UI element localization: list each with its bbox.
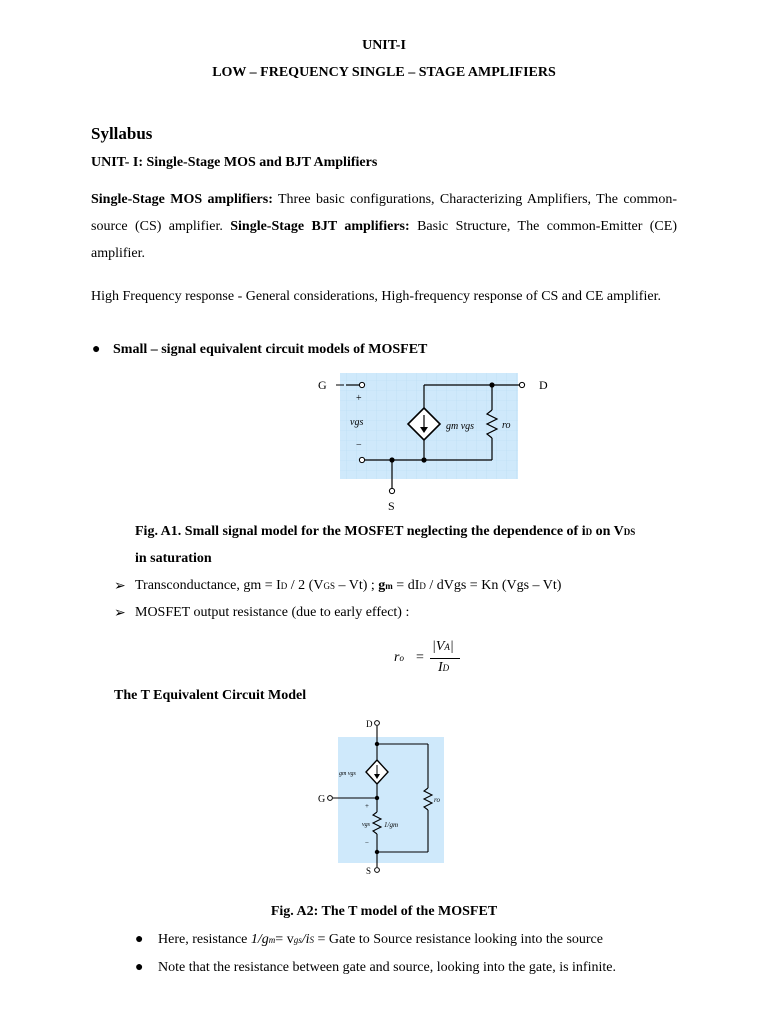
arrow-bullet-icon: ➢ [114, 579, 126, 594]
mos-amplifiers-label: Single-Stage MOS amplifiers: [91, 192, 273, 207]
bjt-amplifiers-label: Single-Stage BJT amplifiers: [230, 219, 410, 234]
t-drain-label: D [366, 719, 373, 729]
syllabus-paragraph-1 [91, 186, 677, 267]
vgs-label: vgs [350, 417, 364, 428]
output-resistance-equation: ro = |VA| ID [388, 638, 468, 680]
bullet-dot: ● [92, 342, 101, 357]
mosfet-small-signal-figure [306, 370, 554, 512]
plus-sign: + [356, 393, 362, 404]
t-source-label: S [366, 866, 372, 876]
syllabus-subheading: UNIT- I: Single-Stage MOS and BJT Amplifiers [91, 155, 378, 170]
gate-terminal-label: G [318, 378, 327, 392]
t-model-heading: The T Equivalent Circuit Model [114, 688, 307, 703]
t-inv-gm-label: 1/gm [384, 821, 398, 829]
t-ro-label: ro [434, 796, 440, 804]
figure-a1-caption: Fig. A1. Small signal model for the MOSFET neglecting the dependence of iD on VDS [135, 524, 636, 539]
source-terminal-label: S [388, 499, 395, 512]
note-gate-resistance: Note that the resistance between gate and source, looking into the gate, is infinite. [158, 960, 616, 975]
mos-amplifiers-text: Three basic configurations, Characterizing Amplifiers, The common-source (CS) amplifier. [91, 192, 677, 234]
t-vgs-label: vgs [362, 822, 370, 828]
ro-label: ro [502, 420, 511, 431]
mosfet-t-model-figure [310, 712, 450, 878]
syllabus-paragraph-2: High Frequency response - General considerations, High-frequency response of CS and CE amplifier. [91, 289, 661, 304]
syllabus-heading: Syllabus [91, 124, 153, 143]
unit-heading: UNIT-I [362, 38, 406, 53]
output-resistance-item: MOSFET output resistance (due to early effect) : [135, 605, 410, 620]
bullet-dot: ● [135, 932, 144, 947]
arrow-bullet-icon: ➢ [114, 606, 126, 621]
bjt-amplifiers-text: Basic Structure, The common-Emitter (CE) amplifier. [91, 219, 677, 261]
t-minus-sign: − [365, 839, 369, 847]
drain-terminal-label: D [539, 378, 548, 392]
t-plus-sign: + [365, 802, 369, 810]
document-title: LOW – FREQUENCY SINGLE – STAGE AMPLIFIERS [212, 65, 556, 80]
transconductance-item: Transconductance, gm = ID / 2 (VGS – Vt) ; gm = dID / dVgs = Kn (Vgs – Vt) [135, 578, 562, 593]
mosfet-models-heading: Small – signal equivalent circuit models of MOSFET [113, 342, 428, 357]
minus-sign: − [356, 440, 362, 451]
figure-a2-caption: Fig. A2: The T model of the MOSFET [270, 904, 498, 919]
note-source-resistance: Here, resistance 1/gm= vgs/iS = Gate to Source resistance looking into the source [158, 932, 603, 947]
figure-a1-caption-line2: in saturation [135, 551, 212, 566]
gm-vgs-label: gm vgs [446, 421, 475, 432]
bullet-dot: ● [135, 960, 144, 975]
t-gm-vgs-label: gm vgs [339, 771, 356, 777]
t-gate-label: G [318, 794, 326, 805]
